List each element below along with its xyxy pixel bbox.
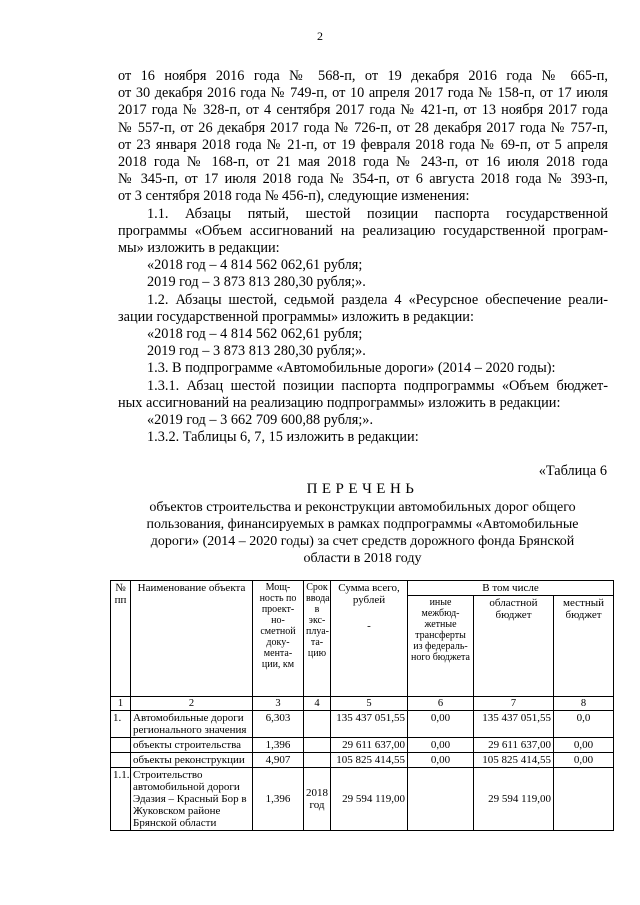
cell-capacity: 1,396 xyxy=(253,768,304,831)
cell-capacity: 4,907 xyxy=(253,753,304,768)
header-total-mark: - xyxy=(367,620,371,632)
text-line: зации государственной программы» изложить в редакции: xyxy=(118,308,474,325)
header-including: В том числе xyxy=(408,581,614,596)
objects-table xyxy=(110,580,614,831)
text-line: 2019 год – 3 873 813 280,30 рубля;». xyxy=(147,343,366,360)
document-subtitle xyxy=(120,499,605,567)
text-line: № 345-п, от 17 июля 2018 года № 354-п, от 6 августа 2018 года № 393-п, xyxy=(118,171,608,188)
text-line: № 557-п, от 26 декабря 2017 года № 726-п, от 28 декабря 2017 года № 757-п, xyxy=(118,119,608,136)
header-term: Срок ввода в экс-плуа-та-цию xyxy=(304,581,331,697)
amendment-text xyxy=(118,68,608,446)
text-line: «2019 год – 3 662 709 600,88 рубля;». xyxy=(147,412,374,429)
header-local: местный бюджет xyxy=(554,596,614,697)
cell-regional: 29 594 119,00 xyxy=(474,768,554,831)
cell-name: объекты строительства xyxy=(131,738,253,753)
table-header-row xyxy=(111,581,614,596)
text-line: ных ассигнований на реализацию подпрограммы» изложить в редакции: xyxy=(118,394,561,411)
cell-term: 2018 год xyxy=(304,768,331,831)
text-line: 2018 года № 168-п, от 21 мая 2018 года № 243-п, от 16 июля 2018 года xyxy=(118,154,608,171)
table-row xyxy=(111,711,614,738)
cell-num xyxy=(111,753,131,768)
page-number: 2 xyxy=(317,29,323,43)
text-line: 1.2. Абзацы шестой, седьмой раздела 4 «Ресурсное обеспечение реали- xyxy=(147,291,608,308)
column-number: 4 xyxy=(304,697,331,711)
cell-federal: 0,00 xyxy=(408,738,474,753)
cell-regional: 29 611 637,00 xyxy=(474,738,554,753)
cell-term xyxy=(304,711,331,738)
cell-term xyxy=(304,738,331,753)
column-number: 2 xyxy=(131,697,253,711)
cell-local: 0,00 xyxy=(554,753,614,768)
column-number: 8 xyxy=(554,697,614,711)
cell-regional: 105 825 414,55 xyxy=(474,753,554,768)
text-line: программы «Объем ассигнований на реализацию государственной програм- xyxy=(118,222,608,239)
column-number: 3 xyxy=(253,697,304,711)
subtitle-line: области в 2018 году xyxy=(303,551,422,566)
subtitle-line: пользования, финансируемых в рамках подпрограммы «Автомобильные xyxy=(146,517,579,532)
cell-num xyxy=(111,738,131,753)
header-total xyxy=(331,581,408,697)
cell-total: 29 611 637,00 xyxy=(331,738,408,753)
header-total-label: Сумма всего, рублей xyxy=(338,582,400,606)
cell-local: 0,0 xyxy=(554,711,614,738)
subtitle-line: объектов строительства и реконструкции автомобильных дорог общего xyxy=(149,500,576,515)
cell-capacity: 1,396 xyxy=(253,738,304,753)
text-line: от 30 декабря 2016 года № 749-п, от 10 апреля 2017 года № 158-п, от 17 июля xyxy=(118,85,608,102)
document-title: ПЕРЕЧЕНЬ xyxy=(306,481,419,497)
cell-name: Автомобильные дороги регионального значения xyxy=(131,711,253,738)
text-line: от 16 ноября 2016 года № 568-п, от 19 декабря 2016 года № 665-п, xyxy=(118,68,608,84)
cell-local: 0,00 xyxy=(554,738,614,753)
table-row xyxy=(111,768,614,831)
cell-name: объекты реконструкции xyxy=(131,753,253,768)
text-line: от 23 января 2018 года № 21-п, от 19 февраля 2018 года № 69-п, от 5 апреля xyxy=(118,136,608,153)
cell-capacity: 6,303 xyxy=(253,711,304,738)
table-row xyxy=(111,753,614,768)
cell-regional: 135 437 051,55 xyxy=(474,711,554,738)
table-row xyxy=(111,738,614,753)
cell-federal xyxy=(408,768,474,831)
cell-num: 1. xyxy=(111,711,131,738)
column-number: 5 xyxy=(331,697,408,711)
text-line: «2018 год – 4 814 562 062,61 рубля; xyxy=(147,257,363,274)
cell-federal: 0,00 xyxy=(408,711,474,738)
text-line: 1.3.1. Абзац шестой позиции паспорта подпрограммы «Объем бюджет- xyxy=(147,377,608,394)
header-name: Наименование объекта xyxy=(131,581,253,697)
text-line: 2019 год – 3 873 813 280,30 рубля;». xyxy=(147,274,366,291)
cell-total: 29 594 119,00 xyxy=(331,768,408,831)
cell-name: Строительство автомобильной дороги Эдазия – Красный Бор в Жуковском районе Брянской области xyxy=(131,768,253,831)
text-line: мы» изложить в редакции: xyxy=(118,240,280,257)
header-capacity: Мощ-ность по проект-но-сметной доку-мента-ции, км xyxy=(253,581,304,697)
text-line: «2018 год – 4 814 562 062,61 рубля; xyxy=(147,326,363,343)
cell-federal: 0,00 xyxy=(408,753,474,768)
column-numbers-row xyxy=(111,697,614,711)
header-federal: иные межбюд-жетные трансферты из федераль-ного бюджета xyxy=(408,596,474,697)
cell-local xyxy=(554,768,614,831)
text-line: 1.3.2. Таблицы 6, 7, 15 изложить в редакции: xyxy=(147,429,419,446)
header-num: № пп xyxy=(111,581,131,697)
text-line: 2017 года № 328-п, от 4 сентября 2017 года № 421-п, от 13 ноября 2017 года xyxy=(118,102,608,119)
cell-total: 135 437 051,55 xyxy=(331,711,408,738)
text-line: 1.3. В подпрограмме «Автомобильные дороги» (2014 – 2020 годы): xyxy=(147,360,556,377)
column-number: 7 xyxy=(474,697,554,711)
table-caption: «Таблица 6 xyxy=(538,463,607,479)
cell-total: 105 825 414,55 xyxy=(331,753,408,768)
header-regional: областной бюджет xyxy=(474,596,554,697)
column-number: 6 xyxy=(408,697,474,711)
cell-term xyxy=(304,753,331,768)
text-line: от 3 сентября 2018 года № 456-п), следующие изменения: xyxy=(118,188,470,205)
cell-num: 1.1. xyxy=(111,768,131,831)
column-number: 1 xyxy=(111,697,131,711)
subtitle-line: дороги» (2014 – 2020 годы) за счет средств дорожного фонда Брянской xyxy=(150,534,575,549)
text-line: 1.1. Абзацы пятый, шестой позиции паспорта государственной xyxy=(147,205,608,222)
